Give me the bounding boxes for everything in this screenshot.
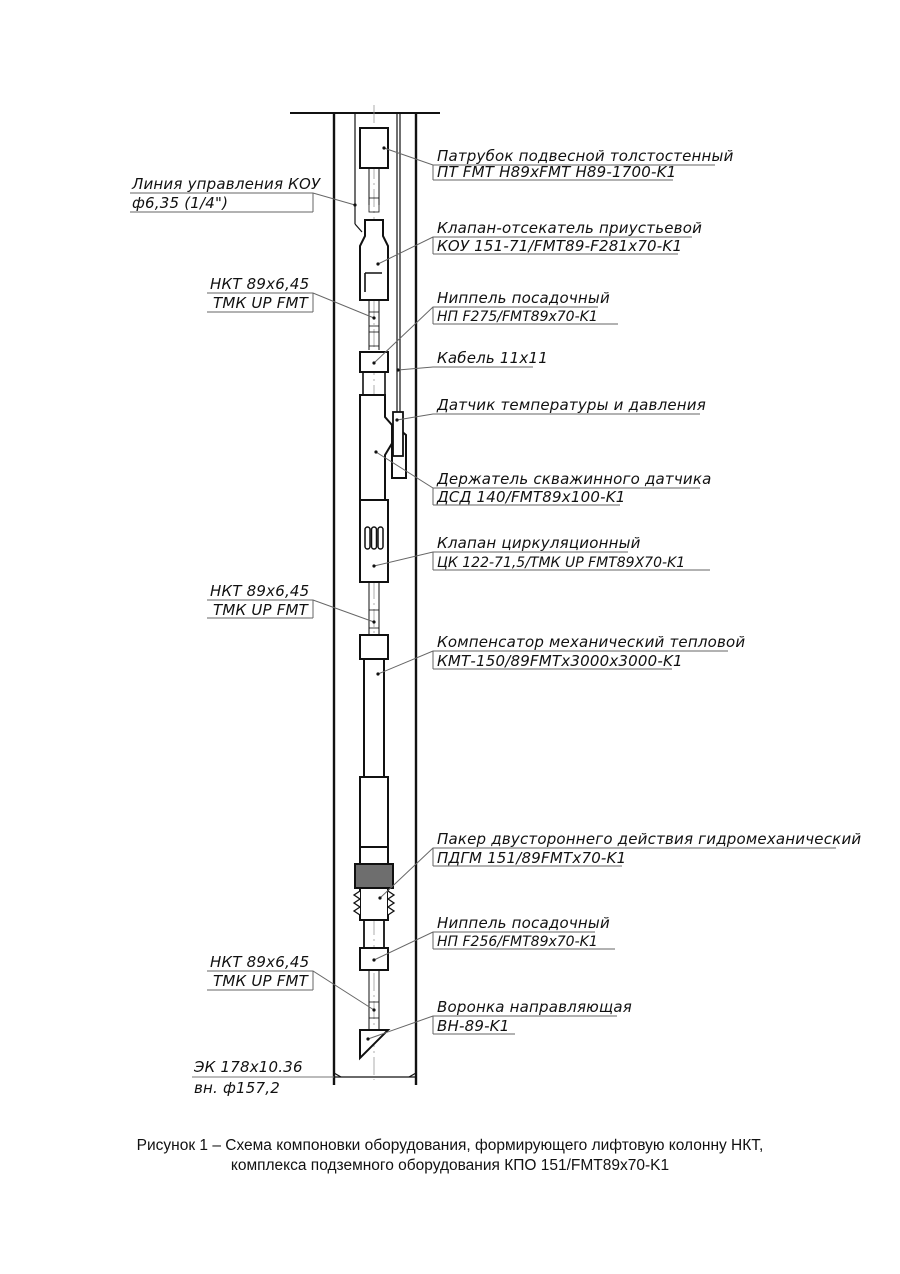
label-nipple-upper-line1: Ниппель посадочный [437, 289, 610, 307]
expansion-joint-mandrel [364, 659, 384, 777]
label-gauge-carrier-line1: Держатель скважинного датчика [437, 470, 712, 488]
packer-sub [360, 847, 388, 864]
label-nipple-lower-line2: НП F256/FMT89x70-K1 [437, 934, 598, 950]
label-expansion-joint-line2: КМТ-150/89FMTx3000x3000-K1 [437, 652, 683, 670]
expansion-joint-body [360, 777, 388, 847]
label-tubing-2-line2: ТМК UP FMT [213, 601, 309, 619]
cable [397, 113, 400, 413]
packer-element [355, 864, 393, 888]
label-hanger-pup-line1: Патрубок подвесной толстостенный [437, 147, 734, 165]
label-expansion-joint-line1: Компенсатор механический тепловой [437, 633, 746, 651]
label-circ-valve-line1: Клапан циркуляционный [437, 534, 641, 552]
label-casing-line2: вн. ф157,2 [194, 1079, 280, 1097]
pt-sensor [393, 412, 403, 456]
caption-line-1: Рисунок 1 – Схема компоновки оборудования, формирующего лифтовую колонну НКТ, [136, 1137, 764, 1154]
label-control-line-line2: ф6,35 (1/4") [132, 194, 229, 212]
label-circ-valve-line2: ЦК 122-71,5/ТМК UP FMT89X70-K1 [437, 555, 686, 571]
label-nipple-upper-line2: НП F275/FMT89x70-K1 [437, 309, 598, 325]
label-nipple-lower-line1: Ниппель посадочный [437, 914, 610, 932]
label-pt-sensor: Датчик температуры и давления [437, 396, 706, 414]
circulation-ports [365, 527, 383, 549]
label-casing-line1: ЭК 178x10.36 [194, 1058, 303, 1076]
label-entry-guide-line1: Воронка направляющая [437, 998, 632, 1016]
label-tubing-3-line2: ТМК UP FMT [213, 972, 309, 990]
leaders-right [368, 148, 836, 1039]
figure-caption [0, 1136, 900, 1176]
label-cable: Кабель 11x11 [437, 349, 548, 367]
label-tubing-2-line1: НКТ 89x6,45 [210, 582, 310, 600]
label-packer-line2: ПДГМ 151/89FMTx70-K1 [437, 849, 627, 867]
wireline-entry-guide [360, 1030, 388, 1058]
packer-body [360, 888, 388, 920]
label-entry-guide-line2: ВН-89-K1 [437, 1017, 510, 1035]
label-gauge-carrier-line2: ДСД 140/FMT89x100-K1 [437, 488, 626, 506]
caption-line-2: комплекса подземного оборудования КПО 151/FMT89x70-K1 [230, 1157, 670, 1174]
labels-right [436, 147, 861, 1035]
label-packer-line1: Пакер двустороннего действия гидромеханический [437, 830, 862, 848]
expansion-joint-top [360, 635, 388, 659]
label-safety-valve-line2: КОУ 151-71/FMT89-F281x70-K1 [437, 237, 683, 255]
label-hanger-pup-line2: ПТ FMT H89xFMT H89-1700-K1 [437, 163, 677, 181]
label-tubing-1-line2: ТМК UP FMT [213, 294, 309, 312]
label-tubing-3-line1: НКТ 89x6,45 [210, 953, 310, 971]
label-tubing-1-line1: НКТ 89x6,45 [210, 275, 310, 293]
label-control-line-line1: Линия управления КОУ [132, 175, 321, 193]
labels-left [131, 175, 321, 1097]
label-safety-valve-line1: Клапан-отсекатель приустьевой [437, 219, 703, 237]
